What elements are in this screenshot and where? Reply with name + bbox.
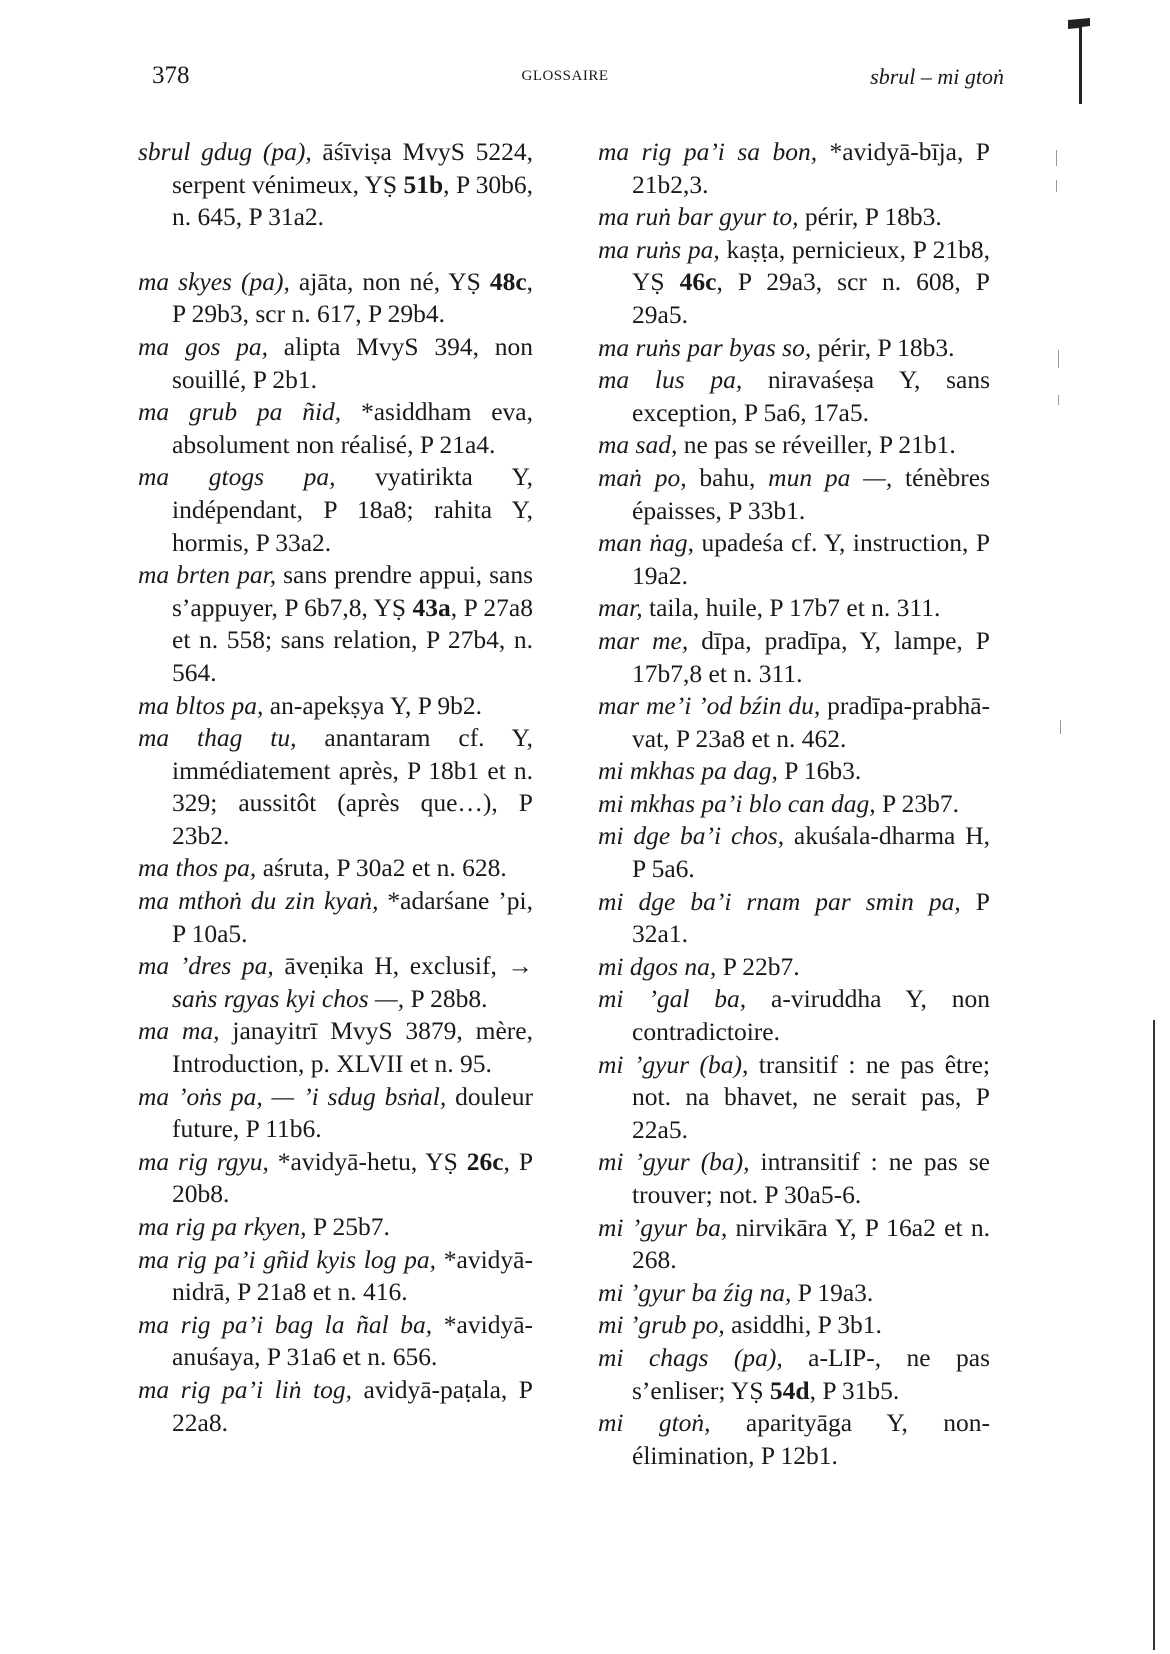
entry-text: dīpa, pradīpa, Y, lampe, P 17b7,8 et n. 311. xyxy=(632,625,990,688)
entry-headword: ma thos pa, xyxy=(138,853,257,883)
scan-speck xyxy=(1056,150,1057,166)
glossary-entry xyxy=(138,722,533,852)
glossary-entry xyxy=(138,559,533,689)
entry-headword: ma ’dres pa, xyxy=(138,951,274,981)
entry-text: āśīviṣa MvyS 5224, serpent vénimeux, YṢ xyxy=(172,137,533,199)
glossary-entry xyxy=(138,950,533,1015)
entry-headword: mi ’grub po, xyxy=(598,1310,725,1340)
entry-headword: man ṅag, xyxy=(598,528,695,558)
entry-text: P 23b7. xyxy=(875,788,960,818)
entry-text: P 25b7. xyxy=(306,1212,390,1241)
entry-headword: ma rig pa’i sa bon, xyxy=(598,137,818,166)
glossary-entry xyxy=(598,983,990,1048)
entry-text: anantaram cf. Y, immédiatement après, P 18b1 et n. 329; aussitôt (après que…), P 23b2. xyxy=(172,723,533,850)
entry-text: P 16b3. xyxy=(777,756,862,786)
entry-verse-ref: 51b xyxy=(403,169,444,199)
glossary-entry xyxy=(598,462,990,527)
entry-text: āveṇika H, exclusif, → xyxy=(273,951,533,981)
glossary-column-left xyxy=(138,136,533,1439)
glossary-entry xyxy=(138,396,533,461)
page-number: 378 xyxy=(152,62,190,89)
glossary-entry xyxy=(138,461,533,559)
entry-headword: mi ’gal ba, xyxy=(598,984,747,1014)
entry-headword: ma mthoṅ du zin kyaṅ, xyxy=(138,886,379,916)
glossary-entry xyxy=(598,527,990,592)
entry-verse-ref: 43a xyxy=(412,592,451,622)
entry-text: asiddhi, P 3b1. xyxy=(724,1310,882,1340)
glossary-entry xyxy=(598,1277,990,1310)
entry-verse-ref: 48c xyxy=(489,266,527,296)
glossary-entry xyxy=(598,886,990,951)
entry-headword: mi ’gyur (ba), xyxy=(598,1049,749,1079)
glossary-entry xyxy=(598,625,990,690)
entry-headword: ma rig rgyu, xyxy=(138,1146,269,1176)
scan-speck xyxy=(1056,180,1057,192)
entry-text: an-apekṣya Y, P 9b2. xyxy=(263,690,482,720)
entry-text: transitif : ne pas être; not. na bhavet, ne serait pas, P 22a5. xyxy=(632,1049,991,1144)
entry-text: *adarśane ’pi, P 10a5. xyxy=(172,886,533,948)
entry-text: aśruta, P 30a2 et n. 628. xyxy=(256,853,507,883)
entry-headword: ma lus pa, xyxy=(598,365,743,395)
glossary-entry xyxy=(598,429,990,462)
glossary-entry xyxy=(598,755,990,788)
entry-text: bahu, xyxy=(686,462,769,492)
entry-verse-ref: 54d xyxy=(769,1375,810,1405)
glossary-entry xyxy=(138,1309,533,1374)
entry-headword: ma ruṅ bar gyur to, xyxy=(598,202,799,232)
entry-text: P 32a1. xyxy=(632,886,990,949)
glossary-entry xyxy=(598,136,990,201)
entry-text: ajāta, non né, YṢ xyxy=(289,266,490,296)
entry-headword: sbrul gdug (pa), xyxy=(138,137,312,166)
page-edge-rule xyxy=(1153,1020,1155,1650)
entry-headword: ma bltos pa, xyxy=(138,690,264,720)
glossary-entry xyxy=(598,234,990,332)
glossary-entry xyxy=(138,690,533,723)
glossary-entry xyxy=(598,1342,990,1407)
scan-speck xyxy=(1058,395,1059,405)
entry-text: alipta MvyS 394, non souillé, P 2b1. xyxy=(172,331,534,394)
entry-text: douleur future, P 11b6. xyxy=(172,1081,533,1144)
entry-text: *avidyā-anuśaya, P 31a6 et n. 656. xyxy=(172,1309,534,1372)
entry-headword: maṅ po, xyxy=(598,462,687,492)
entry-headword: ma rig pa rkyen, xyxy=(138,1212,307,1241)
entry-headword: ma brten par, xyxy=(138,560,277,590)
entry-text: *avidyā-bīja, P 21b2,3. xyxy=(632,137,990,199)
entry-text-tail: , P 31b5. xyxy=(809,1375,900,1405)
glossary-entry xyxy=(138,1211,533,1244)
entry-headword: ma thag tu, xyxy=(138,723,297,753)
entry-cross-reference: saṅs rgyas kyi chos —, xyxy=(172,983,405,1013)
entry-headword: ma ma, xyxy=(138,1016,220,1046)
entry-text-tail: , P 29b3, scr n. 617, P 29b4. xyxy=(172,266,534,329)
glossary-entry xyxy=(138,1015,533,1080)
glossary-entry xyxy=(138,1081,533,1146)
entry-headword: ma gtogs pa, xyxy=(138,462,336,492)
entry-headword: mi mkhas pa’i blo can dag, xyxy=(598,788,876,818)
glossary-entry xyxy=(598,690,990,755)
glossary-entry xyxy=(598,1049,990,1147)
page-edge-mark xyxy=(1068,14,1090,104)
entry-headword: mi chags (pa), xyxy=(598,1342,783,1372)
entry-headword: mi dge ba’i chos, xyxy=(598,821,785,851)
glossary-entry xyxy=(598,820,990,885)
glossary-entry xyxy=(138,852,533,885)
entry-text: périr, P 18b3. xyxy=(811,332,955,362)
glossary-entry xyxy=(598,951,990,984)
entry-text: P 19a3. xyxy=(791,1277,874,1307)
entry-text: avidyā-paṭala, P 22a8. xyxy=(172,1374,533,1437)
glossary-entry xyxy=(598,592,990,625)
entry-text: janayitrī MvyS 3879, mère, Introduction, p. XLVII et n. 95. xyxy=(172,1016,533,1079)
entry-text-tail: P 28b8. xyxy=(404,983,488,1013)
glossary-entry xyxy=(598,788,990,821)
entry-headword: ma rig pa’i gñid kyis log pa, xyxy=(138,1244,437,1274)
entry-headword: ma gos pa, xyxy=(138,331,269,361)
glossary-entry xyxy=(138,1244,533,1309)
entry-text: aparityāga Y, non-élimination, P 12b1. xyxy=(632,1408,991,1470)
entry-headword: ma ’oṅs pa, — ’i sdug bsṅal, xyxy=(138,1081,447,1111)
entry-headword: mi gtoṅ, xyxy=(598,1408,711,1438)
entry-headword: mi dge ba’i rnam par smin pa, xyxy=(598,886,961,916)
entry-text: a-viruddha Y, non contradictoire. xyxy=(632,984,991,1047)
entry-headword: mar me’i ’od bźin du, xyxy=(598,691,821,721)
entry-text: sans prendre appui, sans s’appuyer, P 6b7,8, YṢ xyxy=(172,560,534,622)
entry-text-tail: , P 30b6, n. 645, P 31a2. xyxy=(172,169,533,232)
entry-text: intransitif : ne pas se trouver; not. P 30a5-6. xyxy=(632,1147,990,1209)
entry-text: akuśala-dharma H, P 5a6. xyxy=(632,821,990,884)
glossary-entry xyxy=(598,1407,990,1472)
entry-text: a-LIP-, ne pas s’enliser; YṢ xyxy=(632,1342,990,1405)
entry-text-tail: , P 27a8 et n. 558; sans relation, P 27b4, n. 564. xyxy=(172,592,533,687)
entry-headword: ma ruṅs par byas so, xyxy=(598,332,812,362)
glossary-entry xyxy=(138,331,533,396)
entry-headword: mar, xyxy=(598,593,643,623)
entry-text-tail: , P 29a3, scr n. 608, P 29a5. xyxy=(632,267,990,329)
entry-text: *avidyā-nidrā, P 21a8 et n. 416. xyxy=(172,1244,533,1307)
glossary-entry xyxy=(138,136,533,234)
entry-text: ne pas se réveiller, P 21b1. xyxy=(677,430,956,460)
glossary-entry xyxy=(598,332,990,365)
entry-text-tail: , P 20b8. xyxy=(172,1146,533,1209)
glossary-entry xyxy=(138,1374,533,1439)
entry-headword: mi ’gyur ba, xyxy=(598,1212,728,1242)
entry-headword: ma rig pa’i liṅ tog, xyxy=(138,1374,353,1404)
entry-headword: ma rig pa’i bag la ñal ba, xyxy=(138,1309,433,1339)
entry-text: *avidyā-hetu, YṢ xyxy=(268,1146,467,1176)
entry-headword: mi mkhas pa dag, xyxy=(598,756,778,786)
entry-text: pradīpa-prabhā-vat, P 23a8 et n. 462. xyxy=(632,691,990,753)
entry-headword: mi dgos na, xyxy=(598,951,717,981)
glossary-column-right xyxy=(598,136,990,1472)
glossary-entry xyxy=(598,1146,990,1211)
entry-headword: mi ’gyur (ba), xyxy=(598,1147,750,1177)
glossary-entry xyxy=(598,364,990,429)
running-title: GLOSSAIRE xyxy=(521,68,609,84)
glossary-entry xyxy=(138,1146,533,1211)
entry-text: vyatirikta Y, indépendant, P 18a8; rahita Y, hormis, P 33a2. xyxy=(172,462,533,557)
entry-text: niravaśeṣa Y, sans exception, P 5a6, 17a5. xyxy=(632,365,990,427)
glossary-entry xyxy=(138,266,533,331)
entry-headword: mar me, xyxy=(598,625,689,655)
entry-headword: mi ’gyur ba źig na, xyxy=(598,1277,792,1307)
entry-text: *asiddham eva, absolument non réalisé, P 21a4. xyxy=(172,397,533,459)
entry-headword: ma ruṅs pa, xyxy=(598,234,720,264)
entry-verse-ref: 46c xyxy=(679,267,717,297)
scan-speck xyxy=(1060,720,1061,734)
entry-text: nirvikāra Y, P 16a2 et n. 268. xyxy=(632,1212,991,1275)
entry-text: kaṣṭa, pernicieux, P 21b8, YṢ xyxy=(632,234,991,297)
entry-text: upadeśa cf. Y, instruction, P 19a2. xyxy=(632,528,991,590)
entry-text: P 22b7. xyxy=(716,951,800,981)
glossary-entry xyxy=(598,1212,990,1277)
glossary-entry xyxy=(138,885,533,950)
entry-cross-reference: mun pa —, xyxy=(768,462,893,492)
scan-speck xyxy=(1058,350,1059,368)
glossary-entry xyxy=(598,201,990,234)
entry-headword: ma grub pa ñid, xyxy=(138,397,342,427)
entry-text: taila, huile, P 17b7 et n. 311. xyxy=(642,593,941,623)
running-range: sbrul – mi gtoṅ xyxy=(870,64,1004,89)
entry-headword: ma skyes (pa), xyxy=(138,266,290,296)
entry-verse-ref: 26c xyxy=(466,1146,504,1176)
glossary-entry xyxy=(598,1309,990,1342)
page-header xyxy=(0,62,1170,96)
entry-text-tail: ténèbres épaisses, P 33b1. xyxy=(632,462,990,525)
entry-headword: ma sad, xyxy=(598,430,678,460)
entry-text: périr, P 18b3. xyxy=(798,202,942,232)
